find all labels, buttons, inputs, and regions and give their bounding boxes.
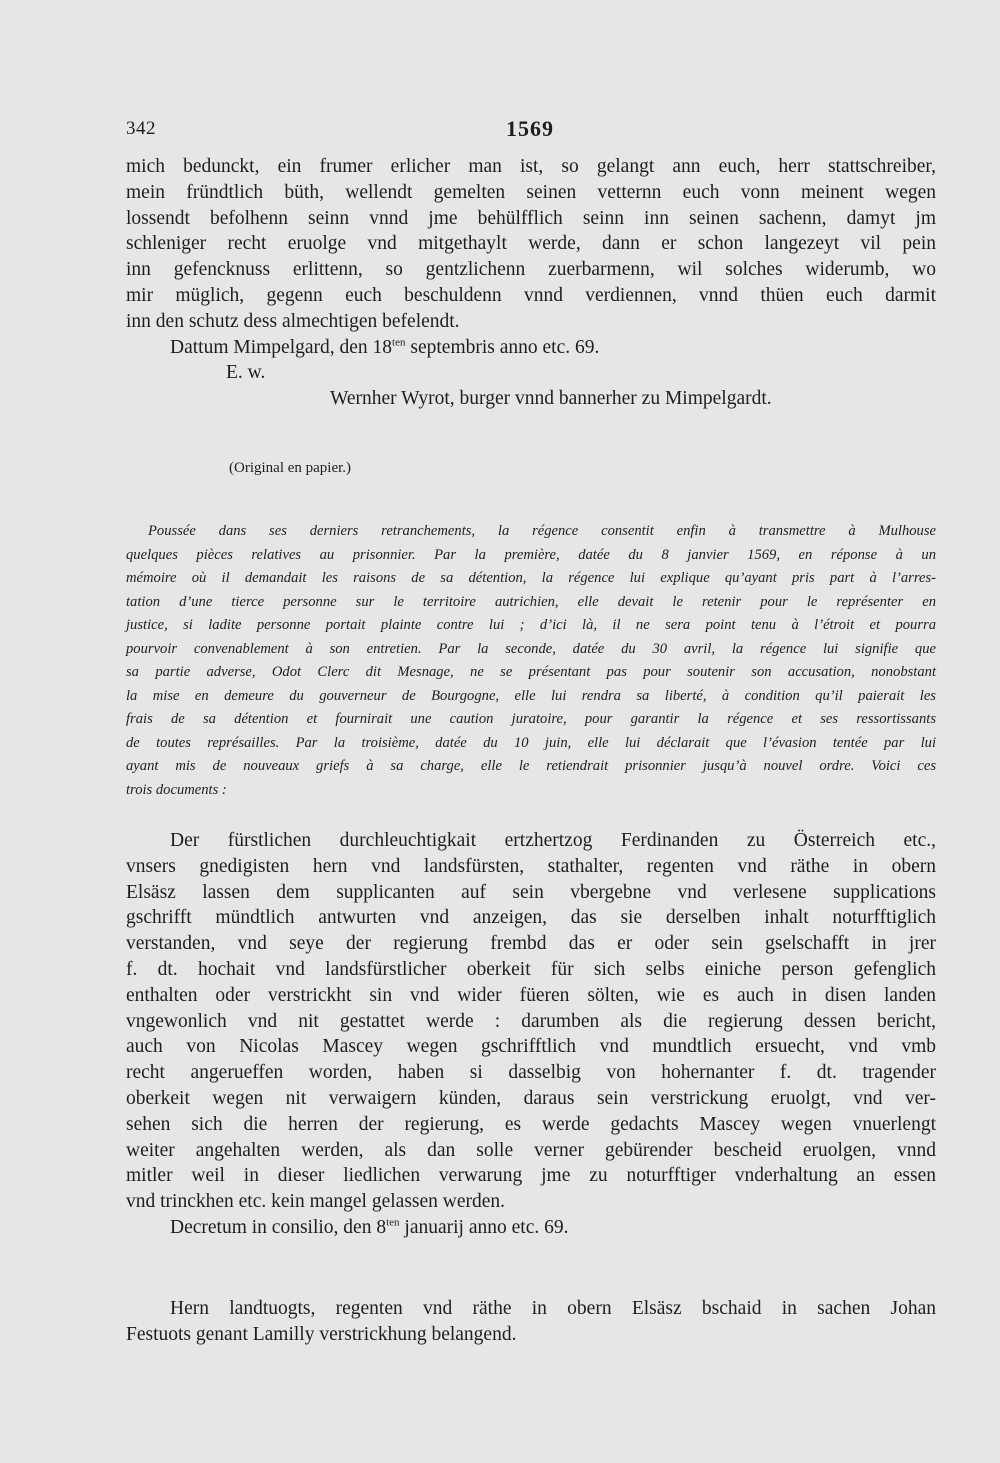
page-header bbox=[126, 116, 932, 146]
original-note: (Original en papier.) bbox=[229, 460, 352, 476]
running-head-year: 1569 bbox=[506, 116, 554, 141]
letter-body bbox=[126, 154, 936, 412]
letter-signature: Wernher Wyrot, burger vnnd bannerher zu Mimpelgardt. bbox=[330, 388, 772, 410]
commentary-line: justice, si ladite personne portait plainte contre lui ; d’ici là, il ne sera point tenu à l’étroit et pourra bbox=[126, 617, 936, 633]
decree-line: mitler weil in dieser liedlichen verwarung jme zu noturfftiger vnderhaltung an essen bbox=[126, 1165, 936, 1187]
text-line: inn den schutz dess almechtigen befelendt. bbox=[126, 310, 460, 332]
text-line: lossendt befolhenn seinn vnnd jme behülfflich seinn inn seinen sachenn, damyt jm bbox=[126, 207, 936, 229]
commentary-line: de toutes représailles. Par la troisième, datée du 10 juin, elle lui déclarait que l’évasion tentée par lui bbox=[126, 734, 936, 751]
decree-body bbox=[126, 828, 936, 1241]
commentary-paragraph bbox=[126, 520, 936, 802]
text-line: mir müglich, gegenn euch beschuldenn vnnd verdiennen, vnnd thüen euch darmit bbox=[126, 284, 936, 306]
decree-line: oberkeit wegen nit verwaigern künden, daraus sein verstrickung eruolgt, vnd ver- bbox=[126, 1087, 936, 1109]
commentary-line: tation d’une tierce personne sur le territoire autrichien, elle devait le retenir pour le représenter en bbox=[126, 593, 936, 610]
final-heading bbox=[126, 1296, 936, 1348]
decree-line: auch von Nicolas Mascey wegen gschrifftlich vnd mundtlich ersuecht, vnd vmb bbox=[126, 1036, 936, 1058]
letter-date-sup: ten bbox=[392, 336, 406, 349]
commentary-line: la mise en demeure du gouverneur de Bourgogne, elle lui rendra sa liberté, à condition qu’il paierait les bbox=[126, 687, 936, 704]
decree-line: Elsäsz lassen dem supplicanten auf sein vbergebne vnd verlesene supplications bbox=[126, 881, 936, 903]
commentary-line: ayant mis de nouveaux griefs à sa charge, elle le retiendrait prisonnier jusqu’à nouvel ordre. Voici ces bbox=[126, 758, 936, 774]
decree-line: enthalten oder verstrickht sin vnd wider füeren sölten, wie es auch in disen landen bbox=[126, 984, 936, 1006]
commentary-line: trois documents : bbox=[126, 781, 227, 798]
commentary-line: sa partie adverse, Odot Clerc dit Mesnage, ne se présentant pas pour soutenir son accusation, nonobstant bbox=[126, 664, 936, 680]
commentary-line: quelques pièces relatives au prisonnier. Par la première, datée du 8 janvier 1569, en réponse à un bbox=[126, 546, 936, 563]
commentary-line: mémoire où il demandait les raisons de sa détention, la régence lui explique qu’ayant pris part à l’arres- bbox=[126, 570, 936, 586]
decree-line: recht angerueffen worden, haben si dasselbig von hohernanter f. dt. tragender bbox=[126, 1062, 936, 1084]
text-line: schleniger recht eruolge vnd mitgethaylt werde, dann er schon langezeyt vil pein bbox=[126, 233, 936, 255]
decree-date-sup: ten bbox=[386, 1216, 400, 1229]
letter-salutation: E. w. bbox=[226, 362, 266, 384]
decree-date-suffix: januarij anno etc. 69. bbox=[399, 1216, 569, 1238]
decree-line: gschrifft mündtlich antwurten vnd anzeigen, das sie derselben inhalt noturfftiglich bbox=[126, 907, 936, 929]
commentary-line: Poussée dans ses derniers retranchements, la régence consentit enfin à transmettre à Mulhouse bbox=[148, 523, 936, 539]
decree-line: verstanden, vnd seye der regierung frembd das er oder sein gselschafft in jrer bbox=[126, 933, 936, 955]
page-number: 342 bbox=[126, 118, 156, 139]
decree-line: Der fürstlichen durchleuchtigkait ertzhertzog Ferdinanden zu Österreich etc., bbox=[170, 830, 936, 851]
commentary-line: frais de sa détention et fournirait une caution juratoire, pour garantir la régence et ses ressortissants bbox=[126, 711, 936, 727]
letter-date-prefix: Dattum Mimpelgard, den 18 bbox=[170, 336, 393, 358]
decree-line: sehen sich die herren der regierung, es werde gedachts Mascey wegen vnuerlengt bbox=[126, 1113, 936, 1135]
decree-line: f. dt. hochait vnd landsfürstlicher oberkeit für sich selbs einiche person gefenglich bbox=[126, 958, 936, 980]
text-line: inn gefencknuss erlittenn, so gentzlichenn zuerbarmenn, wil solches widerumb, wo bbox=[126, 259, 936, 281]
letter-date-suffix: septembris anno etc. 69. bbox=[405, 336, 600, 358]
decree-line: vnd trinckhen etc. kein mangel gelassen werden. bbox=[126, 1191, 506, 1213]
decree-line: weiter angehalten werden, als dan solle verner gebürender bescheid eruolgen, vnnd bbox=[126, 1139, 936, 1161]
decree-line: vngewonlich vnd nit gestattet werde : darumben als die regierung dessen bericht, bbox=[126, 1010, 936, 1032]
decree-date bbox=[126, 1215, 936, 1241]
decree-date-prefix: Decretum in consilio, den 8 bbox=[170, 1216, 387, 1238]
commentary-line: pourvoir convenablement à son entretien. Par la seconde, datée du 30 avril, la régence lui signifie que bbox=[126, 640, 936, 657]
text-line: mein fründtlich büth, wellendt gemelten seinen vetternn euch vonn meinent wegen bbox=[126, 181, 936, 203]
text-line: mich bedunckt, ein frumer erlicher man ist, so gelangt ann euch, herr stattschreiber, bbox=[126, 156, 936, 177]
final-heading-line: Festuots genant Lamilly verstrickhung belangend. bbox=[126, 1323, 517, 1345]
decree-line: vnsers gnedigisten hern vnd landsfürsten, stathalter, regenten vnd räthe in obern bbox=[126, 855, 936, 877]
letter-date bbox=[126, 335, 936, 361]
final-heading-line: Hern landtuogts, regenten vnd räthe in obern Elsäsz bschaid in sachen Johan bbox=[170, 1298, 936, 1319]
